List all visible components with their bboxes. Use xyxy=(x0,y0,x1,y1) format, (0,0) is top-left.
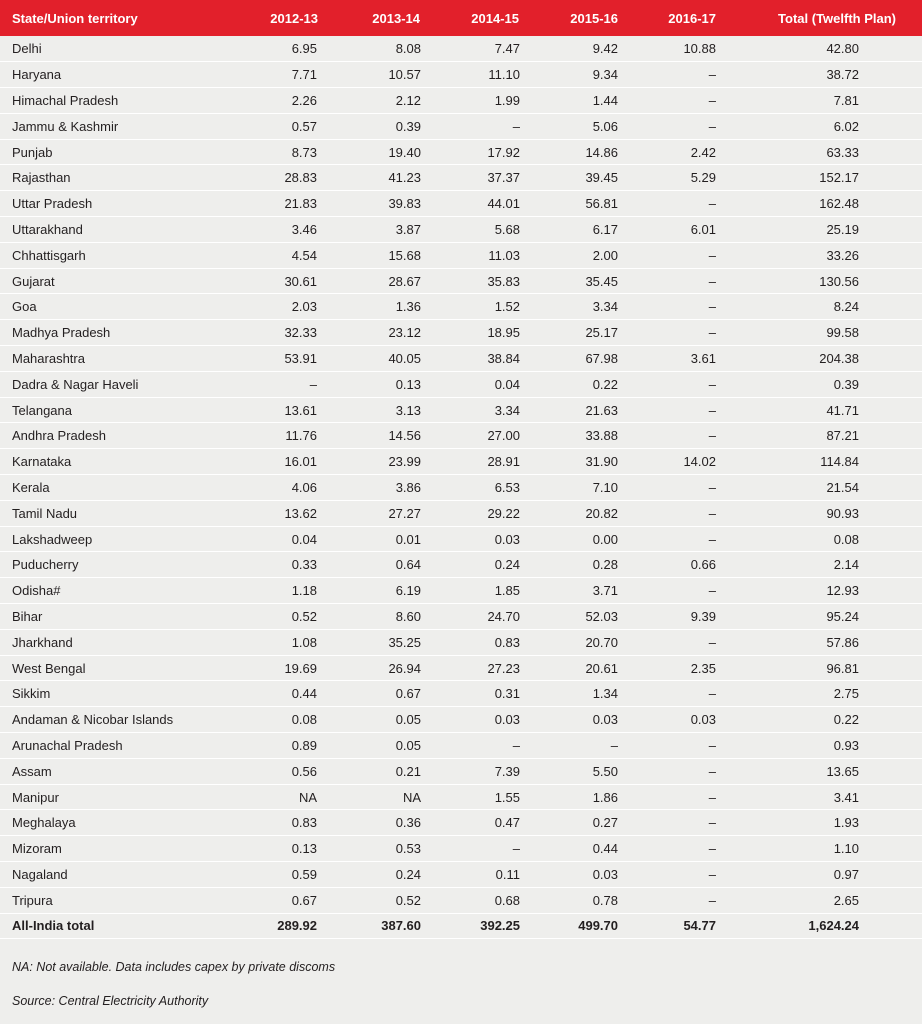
value-2015-16: 14.86 xyxy=(531,139,630,165)
value-2015-16: 5.50 xyxy=(531,758,630,784)
value-2012-13: 53.91 xyxy=(242,346,328,372)
value-2015-16: 67.98 xyxy=(531,346,630,372)
header-2012-13: 2012-13 xyxy=(270,10,318,26)
table-row xyxy=(0,784,922,810)
value-2015-16: 31.90 xyxy=(531,449,630,475)
value-2016-17: – xyxy=(630,526,728,552)
value-2014-15: 24.70 xyxy=(428,604,531,630)
value-2015-16: 0.00 xyxy=(531,526,630,552)
value-2013-14: 26.94 xyxy=(328,655,428,681)
value-2016-17: – xyxy=(630,242,728,268)
value-2014-15: 7.39 xyxy=(428,758,531,784)
state-name: Andaman & Nicobar Islands xyxy=(0,707,242,733)
state-name: Tripura xyxy=(0,887,242,913)
value-2012-13: 0.08 xyxy=(242,707,328,733)
value-2014-15: 1.55 xyxy=(428,784,531,810)
value-total: 87.21 xyxy=(728,423,922,449)
value-2016-17: – xyxy=(630,423,728,449)
value-total: 42.80 xyxy=(728,36,922,62)
value-2015-16: 20.61 xyxy=(531,655,630,681)
value-2012-13: 3.46 xyxy=(242,217,328,243)
value-2012-13: 0.89 xyxy=(242,733,328,759)
value-total: 38.72 xyxy=(728,62,922,88)
value-2016-17: 6.01 xyxy=(630,217,728,243)
table-row xyxy=(0,578,922,604)
value-2013-14: 0.21 xyxy=(328,758,428,784)
value-2014-15: – xyxy=(428,113,531,139)
value-2013-14: 39.83 xyxy=(328,191,428,217)
value-2013-14: 6.19 xyxy=(328,578,428,604)
value-2014-15: 0.03 xyxy=(428,526,531,552)
table-row xyxy=(0,758,922,784)
value-2016-17: 9.39 xyxy=(630,604,728,630)
state-name: Jharkhand xyxy=(0,629,242,655)
value-2013-14: 35.25 xyxy=(328,629,428,655)
state-name: Chhattisgarh xyxy=(0,242,242,268)
value-2015-16: 52.03 xyxy=(531,604,630,630)
value-total: 0.97 xyxy=(728,862,922,888)
value-2014-15: 38.84 xyxy=(428,346,531,372)
value-2013-14: 27.27 xyxy=(328,500,428,526)
table-row xyxy=(0,36,922,62)
state-name: Nagaland xyxy=(0,862,242,888)
state-name: Uttarakhand xyxy=(0,217,242,243)
value-2015-16: 1.86 xyxy=(531,784,630,810)
header-2014-15: 2014-15 xyxy=(471,10,519,26)
value-2014-15: 35.83 xyxy=(428,268,531,294)
state-name: Maharashtra xyxy=(0,346,242,372)
value-2015-16: 56.81 xyxy=(531,191,630,217)
value-total: 12.93 xyxy=(728,578,922,604)
value-2015-16: – xyxy=(531,733,630,759)
value-2016-17: – xyxy=(630,371,728,397)
value-2015-16: 39.45 xyxy=(531,165,630,191)
value-2013-14: 0.05 xyxy=(328,733,428,759)
value-total: 33.26 xyxy=(728,242,922,268)
value-2012-13: 6.95 xyxy=(242,36,328,62)
value-2016-17: – xyxy=(630,810,728,836)
value-2016-17: 14.02 xyxy=(630,449,728,475)
value-2012-13: 7.71 xyxy=(242,62,328,88)
value-2013-14: 15.68 xyxy=(328,242,428,268)
value-2014-15: 0.83 xyxy=(428,629,531,655)
value-total: 2.65 xyxy=(728,887,922,913)
value-2013-14: 0.24 xyxy=(328,862,428,888)
value-2012-13: 289.92 xyxy=(242,913,328,939)
value-2013-14: 0.36 xyxy=(328,810,428,836)
value-2015-16: 25.17 xyxy=(531,320,630,346)
value-2013-14: 40.05 xyxy=(328,346,428,372)
table-row xyxy=(0,629,922,655)
value-2014-15: 37.37 xyxy=(428,165,531,191)
value-2015-16: 0.78 xyxy=(531,887,630,913)
table-row xyxy=(0,371,922,397)
value-total: 152.17 xyxy=(728,165,922,191)
value-2014-15: 1.85 xyxy=(428,578,531,604)
state-name: Haryana xyxy=(0,62,242,88)
value-2016-17: – xyxy=(630,268,728,294)
state-name: Telangana xyxy=(0,397,242,423)
value-2014-15: 11.10 xyxy=(428,62,531,88)
table-row xyxy=(0,604,922,630)
header-total: Total (Twelfth Plan) xyxy=(778,10,896,26)
value-2015-16: 0.44 xyxy=(531,836,630,862)
value-2014-15: 28.91 xyxy=(428,449,531,475)
value-2016-17: 54.77 xyxy=(630,913,728,939)
value-2012-13: 0.04 xyxy=(242,526,328,552)
value-2016-17: – xyxy=(630,629,728,655)
state-name: Assam xyxy=(0,758,242,784)
value-total: 99.58 xyxy=(728,320,922,346)
value-2016-17: – xyxy=(630,578,728,604)
value-2013-14: NA xyxy=(328,784,428,810)
state-name: Karnataka xyxy=(0,449,242,475)
table-row xyxy=(0,268,922,294)
state-name: Bihar xyxy=(0,604,242,630)
value-2013-14: 23.99 xyxy=(328,449,428,475)
state-name: Madhya Pradesh xyxy=(0,320,242,346)
value-2012-13: 1.08 xyxy=(242,629,328,655)
value-2015-16: 5.06 xyxy=(531,113,630,139)
state-name: Goa xyxy=(0,294,242,320)
value-total: 0.22 xyxy=(728,707,922,733)
state-name: Manipur xyxy=(0,784,242,810)
value-2015-16: 6.17 xyxy=(531,217,630,243)
table-row xyxy=(0,88,922,114)
value-2013-14: 0.39 xyxy=(328,113,428,139)
value-2015-16: 20.70 xyxy=(531,629,630,655)
value-2016-17: – xyxy=(630,836,728,862)
value-2012-13: 0.33 xyxy=(242,552,328,578)
value-2012-13: 0.56 xyxy=(242,758,328,784)
value-2012-13: 8.73 xyxy=(242,139,328,165)
value-2013-14: 23.12 xyxy=(328,320,428,346)
table-row xyxy=(0,139,922,165)
value-2012-13: 0.67 xyxy=(242,887,328,913)
value-2016-17: – xyxy=(630,758,728,784)
state-name: Sikkim xyxy=(0,681,242,707)
table-row xyxy=(0,242,922,268)
table-row xyxy=(0,836,922,862)
state-name: Himachal Pradesh xyxy=(0,88,242,114)
value-2012-13: 4.06 xyxy=(242,475,328,501)
value-total: 63.33 xyxy=(728,139,922,165)
value-2016-17: – xyxy=(630,294,728,320)
value-2016-17: – xyxy=(630,475,728,501)
value-2012-13: 13.61 xyxy=(242,397,328,423)
state-name: Mizoram xyxy=(0,836,242,862)
header-2015-16: 2015-16 xyxy=(570,10,618,26)
value-2015-16: 0.22 xyxy=(531,371,630,397)
value-2013-14: 19.40 xyxy=(328,139,428,165)
value-2016-17: – xyxy=(630,887,728,913)
value-total: 95.24 xyxy=(728,604,922,630)
state-name: Kerala xyxy=(0,475,242,501)
value-2013-14: 3.13 xyxy=(328,397,428,423)
value-2014-15: 1.52 xyxy=(428,294,531,320)
table-row xyxy=(0,113,922,139)
value-2013-14: 1.36 xyxy=(328,294,428,320)
value-2015-16: 1.34 xyxy=(531,681,630,707)
value-total: 114.84 xyxy=(728,449,922,475)
value-total: 6.02 xyxy=(728,113,922,139)
value-2015-16: 0.27 xyxy=(531,810,630,836)
value-2016-17: 2.42 xyxy=(630,139,728,165)
source-note: Source: Central Electricity Authority xyxy=(12,994,209,1008)
table-row xyxy=(0,552,922,578)
value-2016-17: – xyxy=(630,500,728,526)
value-2016-17: – xyxy=(630,784,728,810)
value-total: 0.93 xyxy=(728,733,922,759)
table-row xyxy=(0,655,922,681)
value-2015-16: 499.70 xyxy=(531,913,630,939)
value-2016-17: – xyxy=(630,862,728,888)
value-2012-13: 2.26 xyxy=(242,88,328,114)
value-2013-14: 0.67 xyxy=(328,681,428,707)
value-2016-17: – xyxy=(630,733,728,759)
value-2014-15: 7.47 xyxy=(428,36,531,62)
table-row xyxy=(0,681,922,707)
table-row xyxy=(0,423,922,449)
state-name: Gujarat xyxy=(0,268,242,294)
value-2015-16: 0.03 xyxy=(531,862,630,888)
state-name: Rajasthan xyxy=(0,165,242,191)
value-2012-13: 0.59 xyxy=(242,862,328,888)
value-2012-13: 13.62 xyxy=(242,500,328,526)
value-2015-16: 0.03 xyxy=(531,707,630,733)
value-2013-14: 10.57 xyxy=(328,62,428,88)
value-2014-15: 29.22 xyxy=(428,500,531,526)
value-2014-15: – xyxy=(428,733,531,759)
value-2016-17: – xyxy=(630,113,728,139)
value-total: 21.54 xyxy=(728,475,922,501)
value-2013-14: 3.86 xyxy=(328,475,428,501)
value-2013-14: 0.05 xyxy=(328,707,428,733)
value-2015-16: 3.71 xyxy=(531,578,630,604)
value-2015-16: 33.88 xyxy=(531,423,630,449)
table-row xyxy=(0,862,922,888)
value-2014-15: 392.25 xyxy=(428,913,531,939)
value-2012-13: 28.83 xyxy=(242,165,328,191)
state-name: Puducherry xyxy=(0,552,242,578)
table-row xyxy=(0,733,922,759)
table-row xyxy=(0,294,922,320)
value-2015-16: 9.34 xyxy=(531,62,630,88)
state-name: Arunachal Pradesh xyxy=(0,733,242,759)
value-2013-14: 14.56 xyxy=(328,423,428,449)
value-2016-17: 2.35 xyxy=(630,655,728,681)
state-name: Dadra & Nagar Haveli xyxy=(0,371,242,397)
value-total: 2.14 xyxy=(728,552,922,578)
value-total: 162.48 xyxy=(728,191,922,217)
value-2014-15: 44.01 xyxy=(428,191,531,217)
table-body xyxy=(0,36,922,939)
value-2012-13: NA xyxy=(242,784,328,810)
table-row xyxy=(0,397,922,423)
table-row xyxy=(0,62,922,88)
table-row xyxy=(0,320,922,346)
value-2012-13: 0.57 xyxy=(242,113,328,139)
value-2013-14: 41.23 xyxy=(328,165,428,191)
table-row xyxy=(0,500,922,526)
state-name: Andhra Pradesh xyxy=(0,423,242,449)
value-2016-17: – xyxy=(630,320,728,346)
value-total: 130.56 xyxy=(728,268,922,294)
value-2015-16: 20.82 xyxy=(531,500,630,526)
table-row xyxy=(0,346,922,372)
value-2012-13: 30.61 xyxy=(242,268,328,294)
value-2016-17: 3.61 xyxy=(630,346,728,372)
value-2013-14: 0.13 xyxy=(328,371,428,397)
state-name: Odisha# xyxy=(0,578,242,604)
total-row xyxy=(0,913,922,939)
value-2013-14: 8.08 xyxy=(328,36,428,62)
value-total: 1.93 xyxy=(728,810,922,836)
value-2014-15: 0.04 xyxy=(428,371,531,397)
value-2012-13: – xyxy=(242,371,328,397)
value-total: 13.65 xyxy=(728,758,922,784)
value-2014-15: 27.23 xyxy=(428,655,531,681)
value-2014-15: 0.03 xyxy=(428,707,531,733)
value-2014-15: – xyxy=(428,836,531,862)
value-2015-16: 7.10 xyxy=(531,475,630,501)
value-2013-14: 28.67 xyxy=(328,268,428,294)
value-2012-13: 1.18 xyxy=(242,578,328,604)
value-2013-14: 0.53 xyxy=(328,836,428,862)
value-2016-17: – xyxy=(630,62,728,88)
value-2013-14: 387.60 xyxy=(328,913,428,939)
na-note: NA: Not available. Data includes capex by private discoms xyxy=(12,960,336,974)
value-2015-16: 35.45 xyxy=(531,268,630,294)
value-2014-15: 0.68 xyxy=(428,887,531,913)
value-2015-16: 0.28 xyxy=(531,552,630,578)
value-2012-13: 0.52 xyxy=(242,604,328,630)
table-row xyxy=(0,475,922,501)
state-name: Meghalaya xyxy=(0,810,242,836)
value-2014-15: 18.95 xyxy=(428,320,531,346)
value-2015-16: 3.34 xyxy=(531,294,630,320)
state-name: Jammu & Kashmir xyxy=(0,113,242,139)
table-row xyxy=(0,449,922,475)
value-total: 7.81 xyxy=(728,88,922,114)
value-2012-13: 2.03 xyxy=(242,294,328,320)
header-2016-17: 2016-17 xyxy=(668,10,716,26)
value-2016-17: – xyxy=(630,88,728,114)
table-header-row xyxy=(0,0,922,36)
value-total: 1,624.24 xyxy=(728,913,922,939)
value-2013-14: 0.52 xyxy=(328,887,428,913)
value-2016-17: 0.03 xyxy=(630,707,728,733)
value-2012-13: 19.69 xyxy=(242,655,328,681)
value-2012-13: 0.83 xyxy=(242,810,328,836)
state-name: Lakshadweep xyxy=(0,526,242,552)
value-2014-15: 17.92 xyxy=(428,139,531,165)
value-2014-15: 0.47 xyxy=(428,810,531,836)
value-2016-17: 0.66 xyxy=(630,552,728,578)
header-2013-14: 2013-14 xyxy=(372,10,420,26)
state-name: Delhi xyxy=(0,36,242,62)
value-2012-13: 0.44 xyxy=(242,681,328,707)
value-2013-14: 0.01 xyxy=(328,526,428,552)
value-2013-14: 0.64 xyxy=(328,552,428,578)
value-total: 0.08 xyxy=(728,526,922,552)
value-2014-15: 5.68 xyxy=(428,217,531,243)
value-total: 3.41 xyxy=(728,784,922,810)
value-2014-15: 0.11 xyxy=(428,862,531,888)
value-total: 90.93 xyxy=(728,500,922,526)
value-2014-15: 1.99 xyxy=(428,88,531,114)
value-total: 1.10 xyxy=(728,836,922,862)
table-row xyxy=(0,217,922,243)
table-row xyxy=(0,165,922,191)
table-row xyxy=(0,191,922,217)
value-2014-15: 3.34 xyxy=(428,397,531,423)
value-2015-16: 1.44 xyxy=(531,88,630,114)
value-2012-13: 16.01 xyxy=(242,449,328,475)
value-2016-17: 10.88 xyxy=(630,36,728,62)
value-2016-17: – xyxy=(630,681,728,707)
value-2013-14: 8.60 xyxy=(328,604,428,630)
value-2015-16: 9.42 xyxy=(531,36,630,62)
value-2014-15: 27.00 xyxy=(428,423,531,449)
state-name: Punjab xyxy=(0,139,242,165)
value-total: 2.75 xyxy=(728,681,922,707)
header-state: State/Union territory xyxy=(12,10,138,26)
table-row xyxy=(0,887,922,913)
value-total: 8.24 xyxy=(728,294,922,320)
value-2012-13: 21.83 xyxy=(242,191,328,217)
value-2012-13: 4.54 xyxy=(242,242,328,268)
value-2012-13: 11.76 xyxy=(242,423,328,449)
value-total: 0.39 xyxy=(728,371,922,397)
value-2012-13: 32.33 xyxy=(242,320,328,346)
state-name: Tamil Nadu xyxy=(0,500,242,526)
value-2015-16: 21.63 xyxy=(531,397,630,423)
value-total: 57.86 xyxy=(728,629,922,655)
value-total: 204.38 xyxy=(728,346,922,372)
value-2016-17: – xyxy=(630,397,728,423)
total-label: All-India total xyxy=(0,913,242,939)
value-2014-15: 0.24 xyxy=(428,552,531,578)
state-name: West Bengal xyxy=(0,655,242,681)
value-2016-17: 5.29 xyxy=(630,165,728,191)
table-row xyxy=(0,707,922,733)
value-2014-15: 0.31 xyxy=(428,681,531,707)
state-name: Uttar Pradesh xyxy=(0,191,242,217)
value-total: 41.71 xyxy=(728,397,922,423)
table-row xyxy=(0,526,922,552)
value-2014-15: 11.03 xyxy=(428,242,531,268)
value-2012-13: 0.13 xyxy=(242,836,328,862)
value-2016-17: – xyxy=(630,191,728,217)
value-total: 96.81 xyxy=(728,655,922,681)
table-row xyxy=(0,810,922,836)
value-2015-16: 2.00 xyxy=(531,242,630,268)
value-total: 25.19 xyxy=(728,217,922,243)
value-2013-14: 3.87 xyxy=(328,217,428,243)
value-2014-15: 6.53 xyxy=(428,475,531,501)
value-2013-14: 2.12 xyxy=(328,88,428,114)
